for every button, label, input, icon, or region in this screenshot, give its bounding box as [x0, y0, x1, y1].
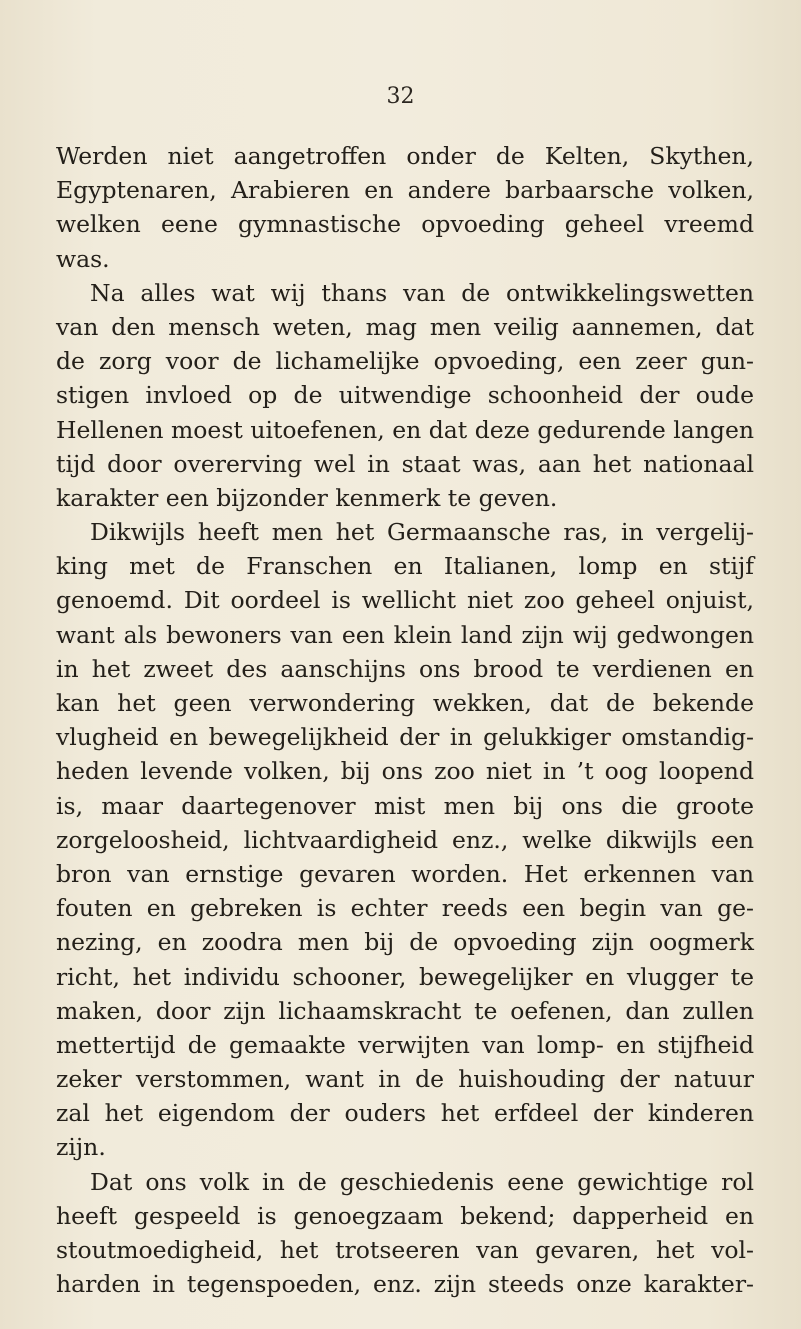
text-line: zeker verstommen, want in de huishouding der natuur — [56, 1065, 754, 1094]
body-text — [56, 139, 754, 1301]
text-line: want als bewoners van een klein land zijn wij gedwongen — [56, 620, 754, 649]
text-line: fouten en gebreken is echter reeds een begin van ge- — [56, 894, 754, 923]
text-line: in het zweet des aanschijns ons brood te verdienen en — [56, 654, 754, 683]
text-line: kan het geen verwondering wekken, dat de bekende — [56, 689, 754, 717]
text-line: zal het eigendom der ouders het erfdeel der kinderen — [56, 1099, 754, 1128]
text-line: genoemd. Dit oordeel is wellicht niet zoo geheel onjuist, — [56, 586, 754, 615]
paragraph-start-line: Dikwijls heeft men het Germaansche ras, in vergelij- — [90, 518, 754, 547]
text-line: van den mensch weten, mag men veilig aannemen, dat — [56, 312, 754, 341]
text-line: karakter een bijzonder kenmerk te geven. — [56, 483, 558, 512]
text-line: zorgeloosheid, lichtvaardigheid enz., welke dikwijls een — [56, 825, 754, 854]
text-line: stoutmoedigheid, het trotseeren van gevaren, het vol- — [56, 1236, 754, 1264]
text-line: king met de Franschen en Italianen, lomp en stijf — [56, 552, 754, 581]
text-line: zijn. — [56, 1133, 106, 1162]
text-line: Hellenen moest uitoefenen, en dat deze gedurende langen — [56, 415, 754, 444]
text-line: bron van ernstige gevaren worden. Het erkennen van — [56, 859, 754, 888]
text-line: maken, door zijn lichaamskracht te oefenen, dan zullen — [56, 996, 754, 1025]
text-line: vlugheid en bewegelijkheid der in gelukkiger omstandig- — [56, 723, 754, 752]
text-line: heden levende volken, bij ons zoo niet in ’t oog loopend — [56, 757, 754, 786]
page-number: 32 — [386, 84, 415, 109]
text-line: richt, het individu schooner, bewegelijker en vlugger te — [56, 962, 754, 991]
paragraph-start-line: Na alles wat wij thans van de ontwikkelingswetten — [90, 278, 754, 307]
text-line: nezing, en zoodra men bij de opvoeding zijn oogmerk — [56, 928, 754, 957]
text-line: harden in tegenspoeden, enz. zijn steeds onze karakter- — [56, 1270, 754, 1299]
text-line: tijd door overerving wel in staat was, aan het nationaal — [56, 449, 754, 478]
text-line: is, maar daartegenover mist men bij ons die groote — [56, 791, 754, 820]
text-line: de zorg voor de lichamelijke opvoeding, een zeer gun- — [56, 347, 754, 376]
text-line: was. — [56, 244, 110, 273]
paragraph-start-line: Dat ons volk in de geschiedenis eene gewichtige rol — [90, 1167, 754, 1196]
text-line: Egyptenaren, Arabieren en andere barbaarsche volken, — [56, 176, 754, 205]
text-line: Werden niet aangetroffen onder de Kelten, Skythen, — [56, 142, 754, 170]
text-line: stigen invloed op de uitwendige schoonheid der oude — [56, 381, 754, 410]
text-line: welken eene gymnastische opvoeding geheel vreemd — [56, 210, 754, 239]
text-line: heeft gespeeld is genoegzaam bekend; dapperheid en — [56, 1201, 754, 1230]
text-line: mettertijd de gemaakte verwijten van lomp- en stijfheid — [56, 1030, 754, 1059]
